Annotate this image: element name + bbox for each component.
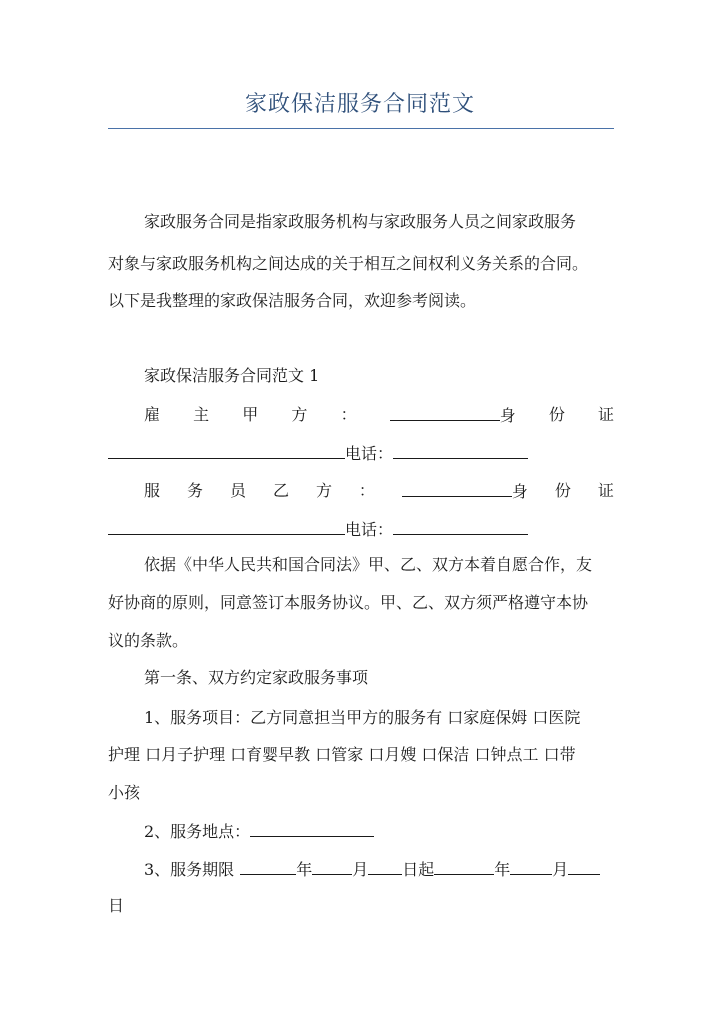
start-month-blank[interactable] bbox=[312, 857, 352, 875]
worker-char: 方 bbox=[315, 481, 332, 500]
id-card-char: 证 bbox=[597, 405, 614, 424]
worker-char: 务 bbox=[186, 481, 203, 500]
employer-row bbox=[144, 403, 614, 428]
employer-name-field[interactable] bbox=[390, 403, 516, 428]
phone-label: 电话： bbox=[345, 520, 394, 539]
employer-id-blank[interactable] bbox=[108, 441, 345, 459]
month-label: 月 bbox=[352, 860, 369, 879]
worker-row bbox=[144, 479, 614, 504]
worker-name-blank[interactable] bbox=[402, 479, 512, 497]
end-month-blank[interactable] bbox=[510, 857, 552, 875]
id-card-char: 份 bbox=[548, 405, 565, 424]
employer-name-blank[interactable] bbox=[390, 403, 500, 421]
end-day-blank[interactable] bbox=[568, 857, 600, 875]
year-label: 年 bbox=[296, 860, 313, 879]
employer-id-row bbox=[108, 441, 614, 466]
employer-char: 主 bbox=[193, 405, 210, 424]
year-label: 年 bbox=[494, 860, 511, 879]
id-card-char: 份 bbox=[554, 481, 571, 500]
employer-char: 雇 bbox=[144, 405, 161, 424]
basis-line-3: 议的条款。 bbox=[108, 631, 189, 650]
intro-line-2: 对象与家政服务机构之间达成的关于相互之间权利义务关系的合同。 bbox=[108, 254, 589, 273]
item1-line-3: 小孩 bbox=[108, 783, 141, 802]
phone-label: 电话： bbox=[345, 444, 394, 463]
employer-phone-blank[interactable] bbox=[393, 441, 528, 459]
basis-line-1: 依据《中华人民共和国合同法》甲、乙、双方本着自愿合作，友 bbox=[144, 555, 593, 574]
document-title: 家政保洁服务合同范文 bbox=[244, 92, 475, 117]
intro-line-1: 家政服务合同是指家政服务机构与家政服务人员之间家政服务 bbox=[144, 212, 577, 231]
worker-char: ： bbox=[358, 481, 375, 500]
section-heading: 家政保洁服务合同范文 1 bbox=[144, 366, 320, 385]
employer-char: ： bbox=[340, 405, 357, 424]
item3-label: 3、服务期限 bbox=[144, 860, 235, 879]
day-from-label: 日起 bbox=[402, 860, 435, 879]
article-one-heading: 第一条、双方约定家政服务事项 bbox=[144, 668, 369, 687]
item3-row bbox=[144, 857, 614, 882]
worker-char: 乙 bbox=[272, 481, 289, 500]
item2-label: 2、服务地点： bbox=[144, 822, 251, 841]
worker-id-row bbox=[108, 517, 614, 542]
month-label: 月 bbox=[552, 860, 569, 879]
end-year-blank[interactable] bbox=[434, 857, 494, 875]
worker-id-blank[interactable] bbox=[108, 517, 345, 535]
worker-char: 员 bbox=[229, 481, 246, 500]
title-underline bbox=[108, 128, 614, 129]
item1-line-2: 护理 口月子护理 口育婴早教 口管家 口月嫂 口保洁 口钟点工 口带 bbox=[108, 745, 576, 764]
start-day-blank[interactable] bbox=[368, 857, 402, 875]
item2-row bbox=[144, 819, 614, 844]
worker-char: 服 bbox=[144, 481, 161, 500]
employer-char: 方 bbox=[291, 405, 308, 424]
id-card-char: 证 bbox=[597, 481, 614, 500]
basis-line-2: 好协商的原则，同意签订本服务协议。甲、乙、双方须严格遵守本协 bbox=[108, 593, 589, 612]
id-card-char: 身 bbox=[499, 406, 516, 425]
worker-phone-blank[interactable] bbox=[393, 517, 528, 535]
item3-end-day: 日 bbox=[108, 896, 125, 915]
service-location-blank[interactable] bbox=[250, 819, 374, 837]
item1-line-1: 1、服务项目：乙方同意担当甲方的服务有 口家庭保姆 口医院 bbox=[144, 708, 581, 727]
start-year-blank[interactable] bbox=[240, 857, 296, 875]
id-card-char: 身 bbox=[511, 482, 528, 501]
intro-line-3: 以下是我整理的家政保洁服务合同，欢迎参考阅读。 bbox=[108, 291, 477, 310]
worker-name-field[interactable] bbox=[402, 479, 528, 504]
employer-char: 甲 bbox=[242, 405, 259, 424]
